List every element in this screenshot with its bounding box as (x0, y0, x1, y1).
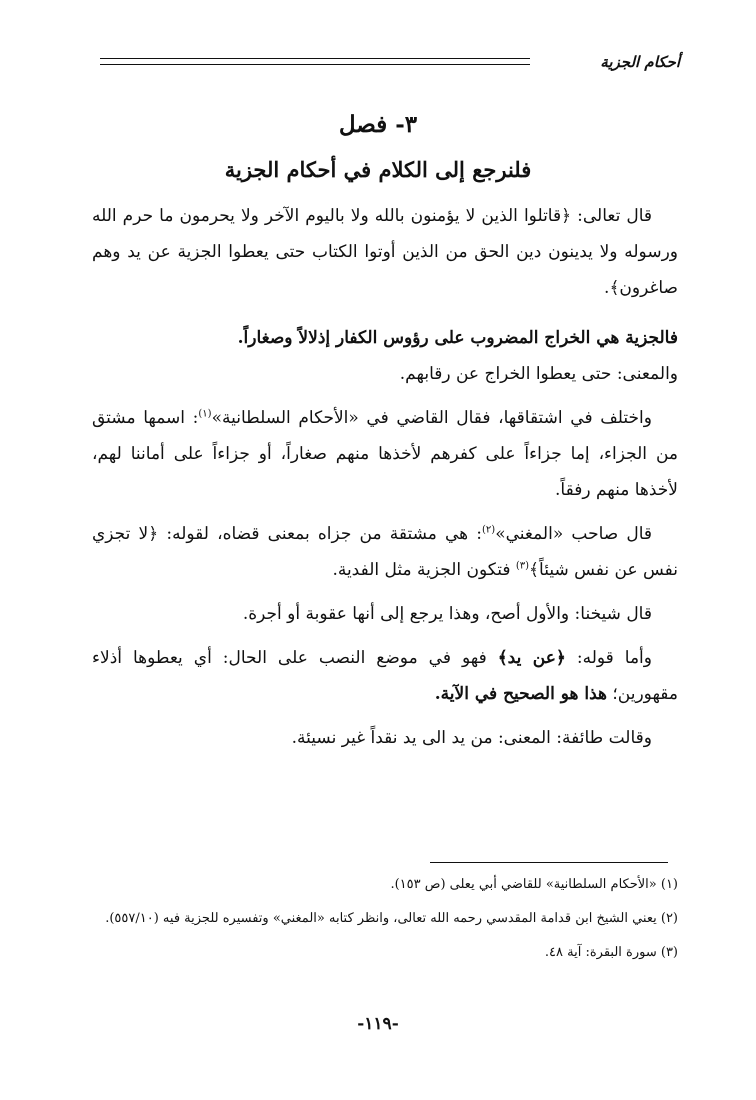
footnote-2: (٢) يعني الشيخ ابن قدامة المقدسي رحمه الله تعالى، وانظر كتابه «المغني» وتفسيره للجزية فيه (٥٥٧/١٠). (105, 911, 678, 926)
running-title: أحكام الجزية (600, 53, 680, 71)
an-yad-conclusion: هذا هو الصحيح في الآية. (434, 684, 607, 704)
etymology-text-b: : اسمها مشتق من الجزاء، إما جزاءاً على كفرهم لأخذها منهم صغاراً، أو جزاءاً على أماننا لهم، لأخذها منهم رفقاً. (92, 408, 678, 500)
paragraph-quran-verse (92, 198, 678, 306)
footnotes (92, 870, 678, 972)
footnote-3: (٣) سورة البقرة: آية ٤٨. (544, 945, 678, 960)
paragraph-other-view: وقالت طائفة: المعنى: من يد الى يد نقداً غير نسيئة. (291, 728, 652, 748)
footnote-separator (430, 862, 668, 863)
paragraph-mughni (92, 516, 678, 588)
section-subtitle: فلنرجع إلى الكلام في أحكام الجزية (224, 157, 532, 182)
paragraph-an-yad (92, 640, 678, 712)
paragraph-meaning: والمعنى: حتى يعطوا الخراج عن رقابهم. (399, 364, 678, 384)
quran-phrase: ﴿عن يد﴾ (497, 648, 566, 668)
quran-verse-short: ﴿لا تجزي نفس عن نفس شيئاً﴾ (92, 524, 678, 580)
footnote-ref-2: (٢) (482, 524, 496, 536)
footnote-ref-1: (١) (198, 408, 212, 420)
page-number: -١١٩- (357, 1014, 399, 1034)
quran-verse: ﴿قاتلوا الذين لا يؤمنون بالله ولا باليوم الآخر ولا يحرمون ما حرم الله ورسوله ولا يدينون دين الحق من الذين أوتوا الكتاب حتى يعطوا الجزية عن يد وهم صاغرون﴾ (92, 206, 678, 298)
footnote-1: (١) «الأحكام السلطانية» للقاضي أبي يعلى (ص ١٥٣). (390, 877, 678, 892)
an-yad-text-b: فهو في موضع النصب على الحال: أي يعطوها أذلاء مقهورين؛ (92, 648, 678, 704)
section-title: ٣- فصل (338, 111, 418, 138)
body-text (92, 198, 678, 756)
paragraph-shaykh: قال شيخنا: والأول أصح، وهذا يرجع إلى أنها عقوبة أو أجرة. (242, 604, 652, 624)
verse-end: . (604, 278, 610, 298)
mughni-text-c: فتكون الجزية مثل الفدية. (332, 560, 516, 580)
verse-intro: قال تعالى: (571, 206, 653, 226)
mughni-text-a: قال صاحب «المغني» (495, 524, 653, 544)
etymology-text-a: واختلف في اشتقاقها، فقال القاضي في «الأحكام السلطانية» (211, 408, 652, 428)
footnote-ref-3: (٣) (515, 560, 530, 572)
paragraph-definition: فالجزية هي الخراج المضروب على رؤوس الكفار إذلالاً وصغاراً. (237, 328, 678, 348)
an-yad-text-a: وأما قوله: (565, 648, 652, 668)
header-double-rule (100, 58, 530, 65)
mughni-text-b: : هي مشتقة من جزاه بمعنى قضاه، لقوله: (158, 524, 483, 544)
running-header (100, 50, 680, 74)
paragraph-etymology (92, 400, 678, 508)
